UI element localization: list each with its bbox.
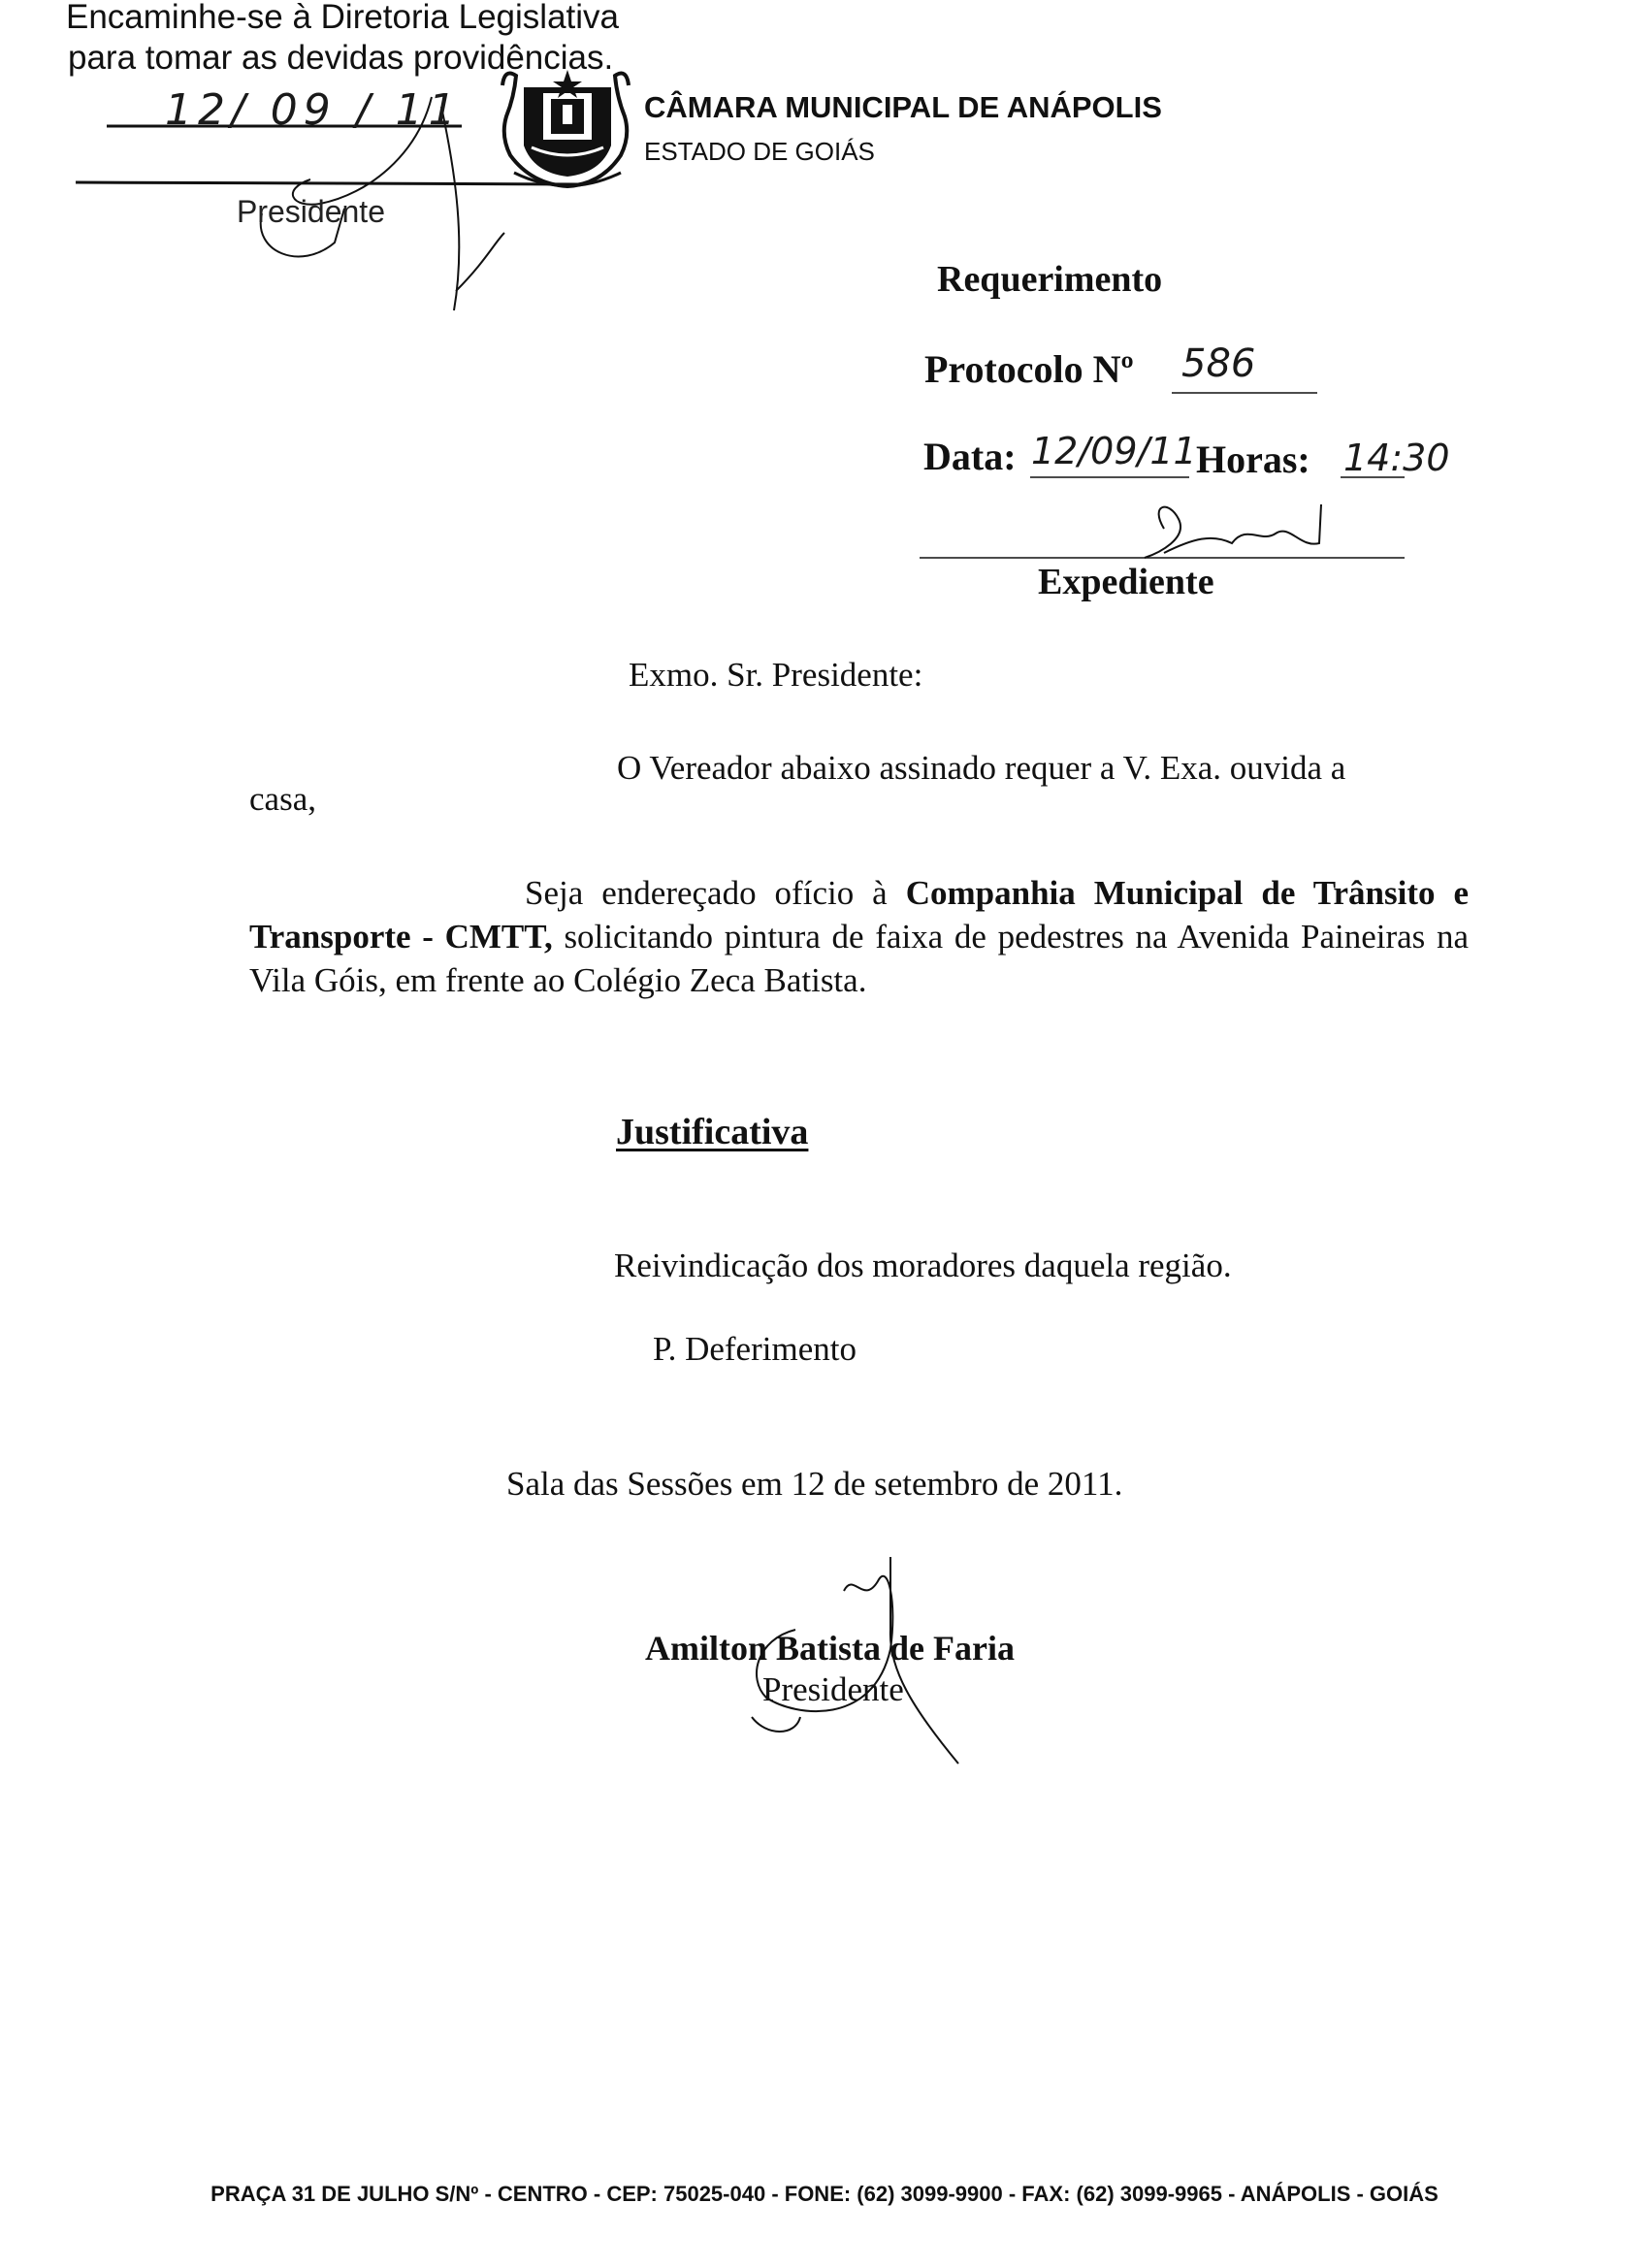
request-prefix: Seja endereçado ofício à (525, 874, 906, 912)
expediente-signature-scribble (1145, 504, 1321, 558)
justificativa-heading: Justificativa (616, 1112, 809, 1152)
protocol-number-label: Protocolo Nº (924, 347, 1134, 391)
stamp-president-label: Presidente (237, 194, 385, 229)
signer-name: Amilton Batista de Faria (645, 1629, 1015, 1668)
justificativa-text: Reivindicação dos moradores daquela região. (614, 1247, 1232, 1284)
footer-address: PRAÇA 31 DE JULHO S/Nº - CENTRO - CEP: 75025-040 - FONE: (62) 3099-9900 - FAX: (62) 3099-9965 - ANÁPOLIS - GOIÁS (210, 2182, 1439, 2206)
coat-of-arms-icon (502, 70, 629, 186)
protocol-number-value: 586 (1181, 341, 1256, 386)
request-paragraph (249, 871, 1469, 1002)
intro-line-1: O Vereador abaixo assinado requer a V. Exa. ouvida a (617, 749, 1346, 787)
request-recipient: Companhia Municipal de Trânsito e Transporte - CMTT, (249, 874, 1470, 956)
closing-line: Sala das Sessões em 12 de setembro de 2011. (506, 1465, 1123, 1503)
request-body: solicitando pintura de faixa de pedestres na Avenida Paineiras na Vila Góis, em frente ao Colégio Zeca Batista. (249, 918, 1469, 999)
deferimento: P. Deferimento (653, 1330, 857, 1368)
stamp-date: 12/ 09 / 11 (165, 85, 462, 135)
document-type-title: Requerimento (937, 259, 1163, 300)
stamp-instruction-line2: para tomar as devidas providências. (68, 39, 614, 77)
stamp-signature-line (76, 182, 578, 184)
stamp-instruction-line1: Encaminhe-se à Diretoria Legislativa (66, 0, 619, 36)
horas-value: 14:30 (1343, 437, 1450, 479)
intro-line-2: casa, (249, 780, 316, 818)
salutation: Exmo. Sr. Presidente: (629, 656, 923, 694)
state-name: ESTADO DE GOIÁS (644, 137, 875, 166)
chamber-name: CÂMARA MUNICIPAL DE ANÁPOLIS (644, 90, 1162, 124)
data-label: Data: (923, 435, 1017, 478)
signer-title: Presidente (762, 1670, 904, 1708)
data-value: 12/09/11 (1031, 430, 1197, 472)
horas-label: Horas: (1196, 437, 1310, 481)
expediente-label: Expediente (1038, 562, 1214, 602)
